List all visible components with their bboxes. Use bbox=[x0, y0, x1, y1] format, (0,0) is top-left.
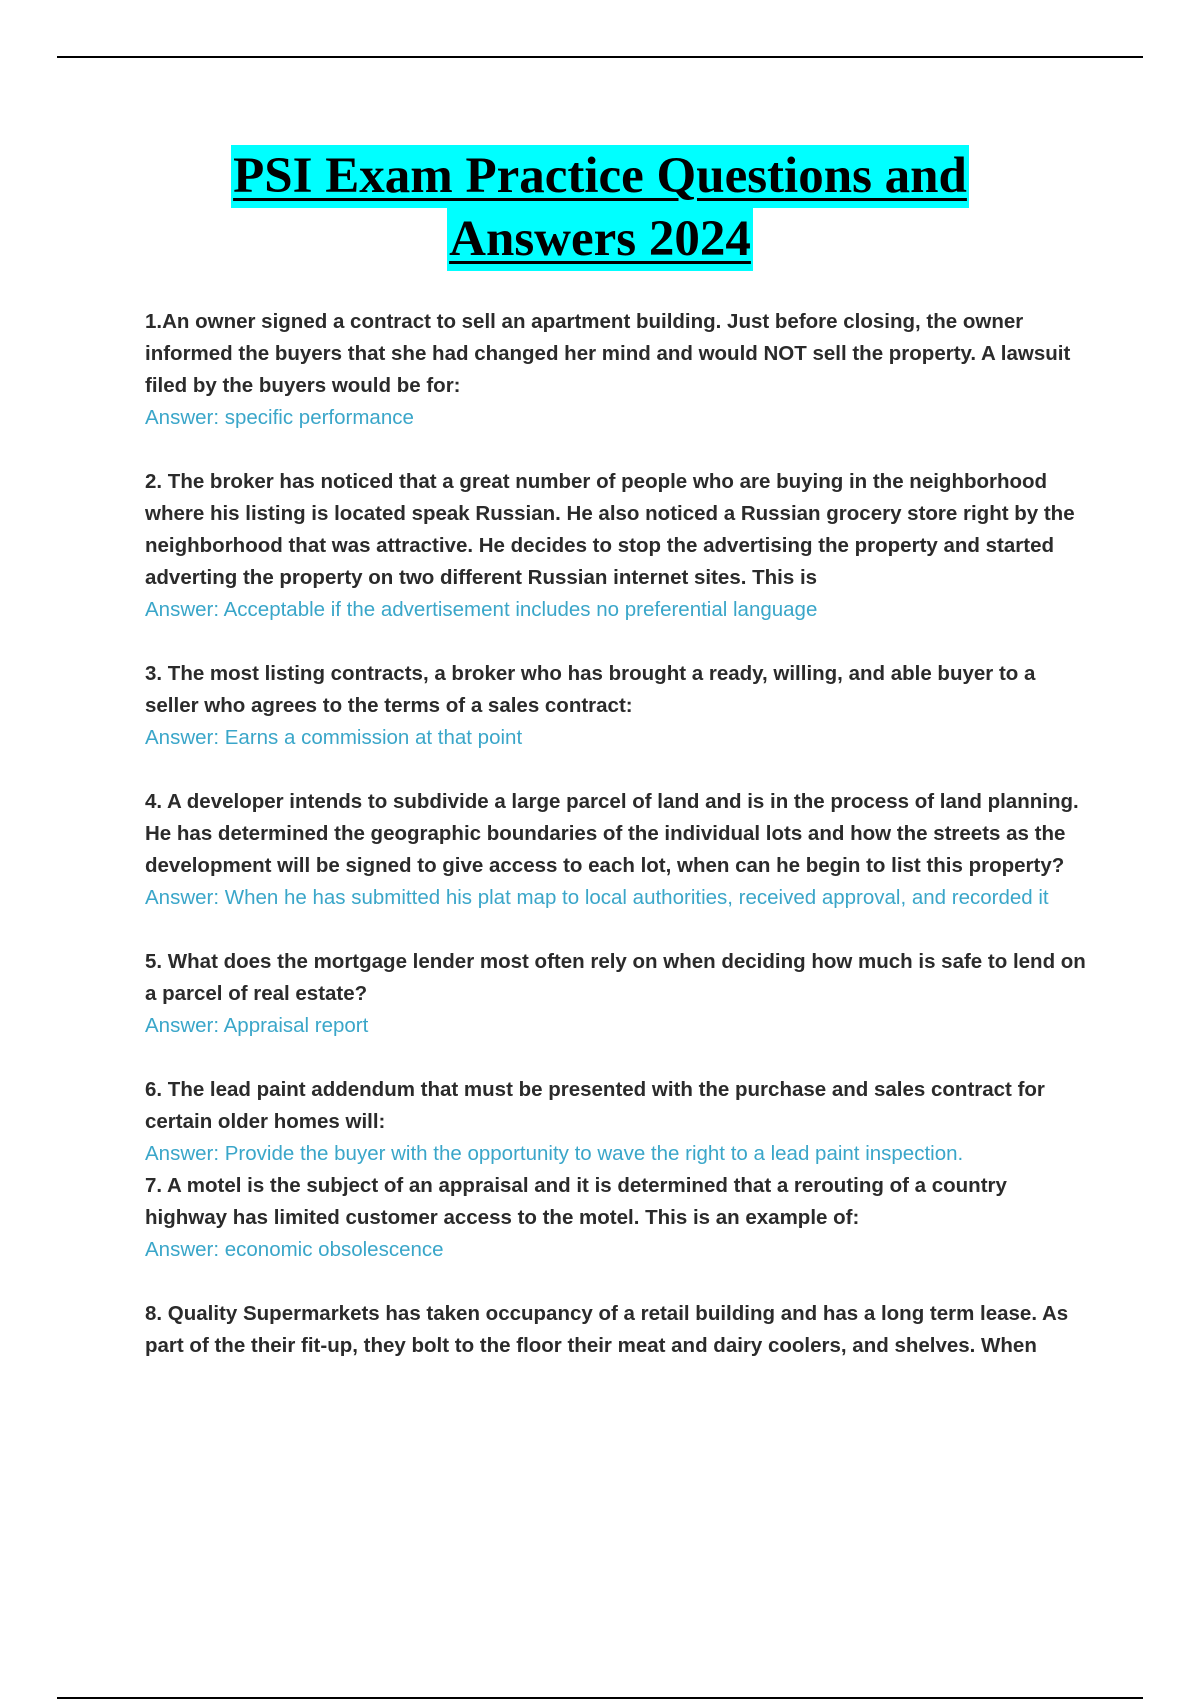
question-text: 8. Quality Supermarkets has taken occupancy of a retail building and has a long term lease. As part of the their fit-up, they bolt to the floor their meat and dairy coolers, and shelves. When bbox=[145, 1302, 1069, 1357]
answer-text: Answer: Appraisal report bbox=[145, 1014, 369, 1037]
answer-text: Answer: economic obsolescence bbox=[145, 1238, 444, 1261]
question-text: 2. The broker has noticed that a great number of people who are buying in the neighborhood where his listing is located speak Russian. He also noticed a Russian grocery store right by the neighborhood that was attractive. He decides to stop the advertising the property and started adverting the property on two different Russian internet sites. This is bbox=[145, 470, 1075, 589]
qa-item-5 bbox=[145, 946, 1090, 1042]
bottom-rule bbox=[57, 1697, 1143, 1699]
qa-item-2 bbox=[145, 466, 1090, 626]
title-line-1: PSI Exam Practice Questions and bbox=[231, 145, 969, 208]
answer-text: Answer: Provide the buyer with the opportunity to wave the right to a lead paint inspection. bbox=[145, 1142, 964, 1165]
question-text: 6. The lead paint addendum that must be presented with the purchase and sales contract for certain older homes will: bbox=[145, 1078, 1045, 1133]
answer-text: Answer: Acceptable if the advertisement includes no preferential language bbox=[145, 598, 818, 621]
top-rule bbox=[57, 56, 1143, 58]
qa-item-6 bbox=[145, 1074, 1090, 1170]
qa-item-1 bbox=[145, 306, 1090, 434]
answer-text: Answer: When he has submitted his plat map to local authorities, received approval, and recorded it bbox=[145, 886, 1049, 909]
answer-text: Answer: specific performance bbox=[145, 406, 414, 429]
qa-item-3 bbox=[145, 658, 1090, 754]
question-text: 5. What does the mortgage lender most often rely on when deciding how much is safe to lend on a parcel of real estate? bbox=[145, 950, 1086, 1005]
qa-list bbox=[145, 306, 1090, 1394]
answer-text: Answer: Earns a commission at that point bbox=[145, 726, 523, 749]
question-text: 4. A developer intends to subdivide a large parcel of land and is in the process of land planning. He has determined the geographic boundaries of the individual lots and how the streets as the development will be signed to give access to each lot, when can he begin to list this property? bbox=[145, 790, 1079, 877]
question-text: 3. The most listing contracts, a broker who has brought a ready, willing, and able buyer to a seller who agrees to the terms of a sales contract: bbox=[145, 662, 1036, 717]
qa-item-8 bbox=[145, 1298, 1090, 1362]
title-line-2: Answers 2024 bbox=[447, 208, 753, 271]
qa-item-4 bbox=[145, 786, 1090, 914]
document-title bbox=[0, 145, 1200, 271]
question-text: 1.An owner signed a contract to sell an apartment building. Just before closing, the owner informed the buyers that she had changed her mind and would NOT sell the property. A lawsuit filed by the buyers would be for: bbox=[145, 310, 1071, 397]
question-text: 7. A motel is the subject of an appraisal and it is determined that a rerouting of a country highway has limited customer access to the motel. This is an example of: bbox=[145, 1174, 1007, 1229]
qa-item-7 bbox=[145, 1170, 1090, 1266]
